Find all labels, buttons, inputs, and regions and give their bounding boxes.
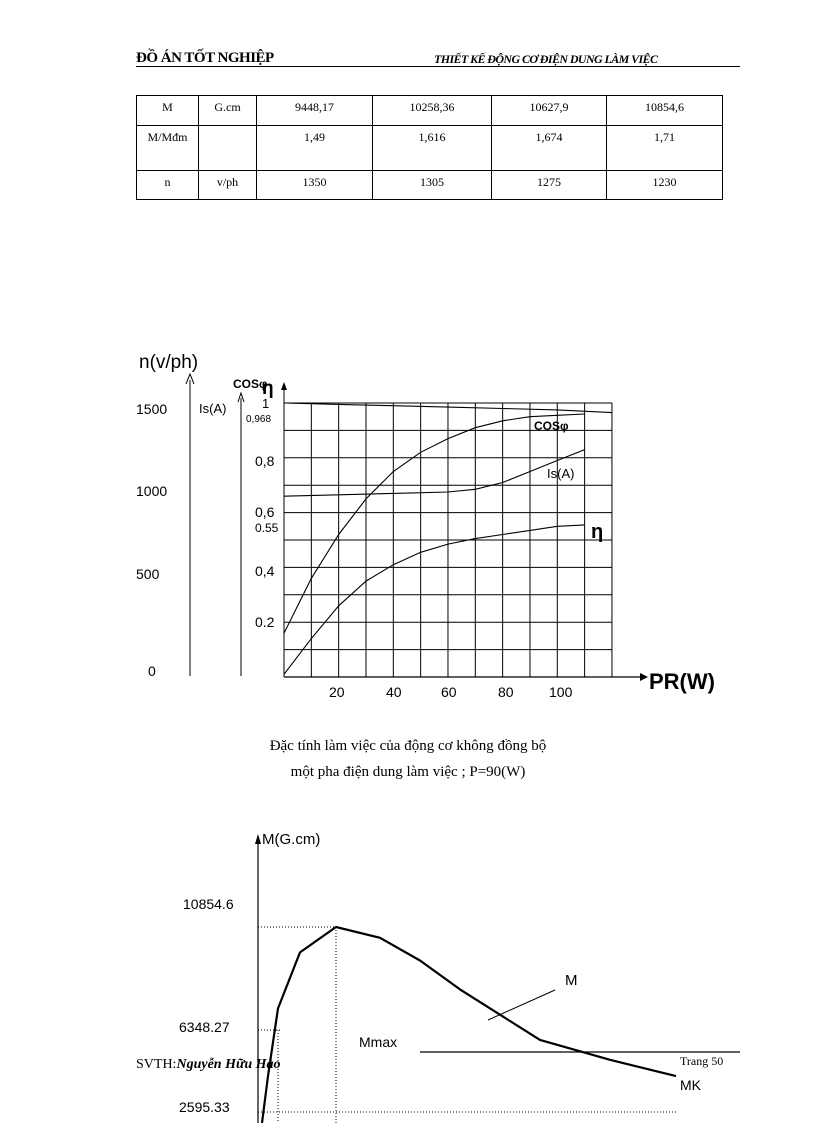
x-tick: 60	[441, 684, 457, 700]
x-tick: 80	[498, 684, 514, 700]
table-cell: 1230	[607, 171, 723, 200]
table-row	[137, 96, 723, 126]
is-axis-label: Is(A)	[199, 401, 227, 416]
row-label: M/Mđm	[137, 126, 199, 171]
x-tick: 20	[329, 684, 345, 700]
table-row	[137, 126, 723, 171]
footer-author	[136, 1057, 281, 1073]
is-curve-label: Is(A)	[547, 466, 575, 481]
n-tick: 1500	[136, 401, 168, 417]
table-cell: 10258,36	[373, 96, 492, 126]
table-cell: 1275	[492, 171, 607, 200]
n-axis-label: n(v/ph)	[139, 352, 199, 373]
table-cell: 1350	[257, 171, 373, 200]
table-row	[137, 171, 723, 200]
chart-caption-line2: một pha điện dung làm việc ; P=90(W)	[290, 764, 526, 780]
m-leader	[488, 990, 555, 1020]
curve-label-m: M	[565, 972, 578, 989]
x-axis-arrow	[640, 673, 648, 681]
svth-label: SVTH:	[136, 1057, 177, 1072]
series-line	[284, 525, 585, 674]
table-cell: 10627,9	[492, 96, 607, 126]
author-name: Nguyễn Hữu Hào	[176, 1057, 281, 1072]
y-axis-label: M(G.cm)	[262, 831, 321, 848]
n-tick: 1000	[136, 483, 168, 499]
table-cell: 10854,6	[607, 96, 723, 126]
performance-chart	[0, 340, 816, 710]
y-tick: 10854.6	[183, 896, 234, 912]
chart-axes	[255, 834, 740, 1123]
n-tick: 0	[148, 663, 156, 679]
chart-caption-line1: Đặc tính làm việc của động cơ không đồng bộ	[269, 738, 547, 754]
x-axis-label: PR(W)	[649, 669, 715, 694]
header-rule	[136, 66, 740, 67]
cos-axis-label: COSφ	[233, 377, 268, 391]
mk-label: MK	[680, 1077, 701, 1093]
n-tick: 500	[136, 566, 160, 582]
torque-curve	[262, 927, 676, 1123]
row-unit: G.cm	[199, 96, 257, 126]
row-unit	[199, 126, 257, 171]
y-tick: 2595.33	[179, 1099, 230, 1115]
table-cell: 1,616	[373, 126, 492, 171]
series-line	[284, 414, 585, 633]
y-tick: 0.55	[255, 521, 279, 535]
y-tick: 1	[262, 396, 270, 411]
series-line	[284, 450, 585, 497]
cos-curve-label: COSφ	[534, 419, 569, 433]
x-tick: 40	[386, 684, 402, 700]
y-tick: 0,8	[255, 453, 275, 469]
header-title-left: ĐỒ ÁN TỐT NGHIỆP	[136, 50, 274, 66]
y-tick: 0.2	[255, 614, 275, 630]
y-tick: 0,4	[255, 563, 275, 579]
x-tick: 100	[549, 684, 573, 700]
page-number: Trang 50	[680, 1054, 724, 1068]
table-cell: 9448,17	[257, 96, 373, 126]
row-unit: v/ph	[199, 171, 257, 200]
torque-chart	[0, 820, 816, 1123]
table-cell: 1,49	[257, 126, 373, 171]
motor-data-table	[136, 95, 723, 200]
chart-curves	[262, 927, 676, 1123]
eta-curve-label: η	[591, 521, 604, 543]
row-label: n	[137, 171, 199, 200]
cos-axis-arrow	[281, 382, 287, 390]
row-label: M	[137, 96, 199, 126]
eta-axis-label: η	[262, 378, 274, 399]
table-cell: 1,674	[492, 126, 607, 171]
m-axis-arrow	[255, 834, 261, 844]
y-tick: 6348.27	[179, 1019, 230, 1035]
chart-grid	[284, 403, 612, 677]
table-cell: 1305	[373, 171, 492, 200]
mmax-label: Mmax	[359, 1034, 398, 1050]
header-title-right: THIẾT KẾ ĐỘNG CƠ ĐIỆN DUNG LÀM VIỆC	[434, 52, 658, 66]
table-cell: 1,71	[607, 126, 723, 171]
chart-labels	[136, 352, 715, 700]
y-tick: 0,968	[246, 414, 272, 425]
y-tick: 0,6	[255, 504, 275, 520]
